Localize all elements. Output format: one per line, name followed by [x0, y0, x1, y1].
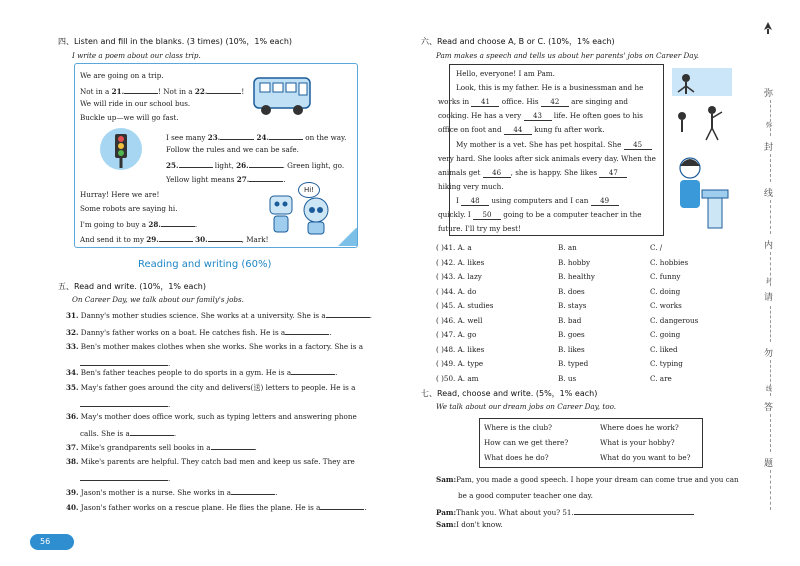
- option-c[interactable]: C. hobbies: [650, 257, 689, 267]
- answer-slot[interactable]: 42: [541, 98, 569, 107]
- section-4-subtitle: I write a poem about our class trip.: [72, 51, 201, 60]
- passage-line: [438, 111, 643, 121]
- seal-char-small: 弥: [766, 122, 773, 129]
- period: .: [369, 311, 372, 320]
- poem-text: Some robots are saying hi.: [80, 204, 178, 213]
- answer-blank[interactable]: [326, 309, 370, 318]
- seal-dashed-line: [770, 252, 771, 286]
- question-number: 40.: [66, 503, 79, 512]
- answer-blank[interactable]: [80, 398, 171, 409]
- seal-dashed-line: [770, 306, 771, 342]
- question-number: 39.: [66, 488, 79, 497]
- question-text: Danny's father works on a boat. He catches fish. He is a: [78, 328, 286, 337]
- option-b[interactable]: B. an: [558, 243, 577, 252]
- passage-text: works in: [438, 97, 472, 107]
- poem-line: [80, 113, 179, 122]
- blank-number: 22.: [194, 87, 208, 96]
- answer-slot[interactable]: 49: [591, 197, 619, 206]
- poem-text: Follow the rules and we can be safe.: [166, 145, 299, 154]
- period: .: [329, 328, 332, 337]
- blank-number: 30.: [195, 235, 208, 244]
- passage-text: going to be a computer teacher in the: [501, 210, 642, 219]
- passage-text: kung fu after work.: [531, 125, 605, 135]
- seal-dashed-line: [770, 100, 771, 136]
- option-a[interactable]: ( )47. A. go: [436, 330, 477, 339]
- poem-text: And send it to my: [80, 235, 147, 244]
- passage-line: [456, 69, 555, 78]
- passage-text: Hello, everyone! I am Pam.: [456, 69, 555, 78]
- blank-number: 24.: [256, 133, 270, 142]
- answer-blank[interactable]: [574, 506, 694, 515]
- option-c[interactable]: C. works: [650, 301, 682, 310]
- passage-line: [438, 168, 627, 178]
- speaker: Pam:: [436, 508, 457, 517]
- page-number: 56: [40, 537, 51, 546]
- fill-blank[interactable]: [208, 233, 242, 242]
- passage-text: animals get: [438, 167, 483, 177]
- poem-text: , Mark!: [241, 235, 269, 244]
- passage-text: life. He often goes to his: [551, 111, 643, 121]
- poem-line: [166, 159, 344, 170]
- reading-writing-title: Reading and writing (60%): [138, 259, 272, 270]
- question-number: 34.: [66, 368, 79, 377]
- question-text: Mike's grandparents sell books in a: [78, 443, 211, 452]
- passage-text: office on foot and: [438, 125, 504, 135]
- poem-text: I see many: [166, 133, 208, 142]
- option-c[interactable]: C. /: [650, 243, 663, 252]
- answer-slot[interactable]: 44: [504, 126, 532, 135]
- poem-text: Buckle up—we will go fast.: [80, 113, 179, 122]
- pam-speech-illustration: [668, 150, 738, 232]
- passage-text: cooking. He has a very: [438, 111, 524, 121]
- answer-blank[interactable]: [80, 472, 171, 483]
- option-b[interactable]: B. likes: [558, 344, 585, 354]
- poem-line: [80, 190, 159, 199]
- question-text: Ben's mother makes clothes when she works. She works in a factory. She is a: [78, 342, 364, 351]
- passage-line: [438, 182, 504, 191]
- question-text: Jason's father works on a rescue plane. He flies the plane. He is a: [78, 503, 321, 512]
- question-continuation: [80, 398, 170, 409]
- blank-number: 29.: [146, 235, 159, 244]
- question-40: [66, 501, 367, 512]
- blank-number: 23.: [207, 133, 221, 142]
- section-5-subtitle: On Career Day, we talk about our family's jobs.: [72, 295, 244, 304]
- poem-text: .: [283, 175, 286, 184]
- poem-text: ! Not in a: [158, 87, 195, 96]
- option-b[interactable]: B. stays: [558, 301, 587, 310]
- dialog-text: Pam, you made a good speech. I hope your dream can come true and you can: [456, 475, 739, 484]
- section-6-subtitle: Pam makes a speech and tells us about her parents' jobs on Career Day.: [436, 51, 699, 60]
- passage-line: [438, 154, 656, 163]
- seal-char-small: 线: [766, 386, 773, 393]
- fill-blank[interactable]: [269, 131, 303, 140]
- poem-line: [166, 131, 346, 142]
- passage-text: using computers and I can: [489, 195, 591, 205]
- option-a[interactable]: ( )50. A. am: [436, 373, 479, 383]
- section-7-title: 七、Read, choose and write. (5%，1% each): [421, 389, 598, 398]
- fill-blank[interactable]: [207, 85, 241, 94]
- poem-text: light,: [212, 161, 237, 170]
- question-text: Ben's father teaches people to do sports in a gym. He is a: [78, 368, 292, 377]
- option-c[interactable]: C. typing: [650, 359, 683, 368]
- section-6-title: 六、Read and choose A, B or C. (10%，1% each): [421, 37, 615, 46]
- passage-text: , she is happy. She likes: [510, 167, 600, 177]
- period: .: [168, 359, 171, 368]
- poem-line: [80, 233, 269, 244]
- choice-sentence[interactable]: Where does he work?: [600, 423, 679, 432]
- poem-text: !: [241, 87, 245, 96]
- traffic-light-illustration: [98, 126, 144, 172]
- question-text: Jason's mother is a nurse. She works in a: [78, 488, 232, 497]
- period: .: [173, 429, 177, 438]
- blank-number: 21.: [111, 87, 125, 96]
- option-c[interactable]: C. doing: [650, 286, 681, 296]
- blank-number: 27.: [236, 175, 250, 184]
- poem-line: [80, 204, 177, 213]
- question-number: 38.: [66, 457, 79, 466]
- seal-dashed-line: [770, 470, 771, 510]
- question-number: 36.: [66, 412, 79, 421]
- passage-text: quickly. I: [438, 210, 474, 219]
- poem-text: We are going on a trip.: [80, 71, 164, 80]
- option-b[interactable]: B. typed: [558, 359, 589, 368]
- question-number: 35.: [66, 383, 79, 392]
- poem-text: Not in a: [80, 87, 112, 96]
- passage-text: office. His: [499, 97, 541, 107]
- poem-line: [80, 71, 164, 80]
- poem-text: . Green light, go.: [282, 161, 345, 170]
- passage-line: [456, 196, 619, 206]
- option-b[interactable]: B. us: [558, 373, 577, 383]
- answer-blank[interactable]: [320, 501, 367, 512]
- answer-slot[interactable]: 41: [471, 98, 499, 107]
- period: .: [335, 368, 338, 377]
- period: .: [364, 503, 367, 512]
- page-number-badge: [30, 534, 74, 550]
- poem-text: .: [194, 220, 198, 229]
- dialog-text: be a good computer teacher one day.: [458, 491, 593, 500]
- dialog-text: Thank you. What about you? 51.: [456, 508, 574, 517]
- fill-blank[interactable]: [220, 131, 254, 140]
- option-a[interactable]: ( )42. A. likes: [436, 257, 485, 267]
- passage-text: I: [456, 195, 462, 205]
- choice-sentence[interactable]: What does he do?: [484, 453, 549, 462]
- question-35: [66, 383, 355, 393]
- school-bus-illustration: [248, 70, 318, 122]
- poem-line: [80, 99, 190, 108]
- poem-text: I'm going to buy a: [80, 220, 149, 229]
- fill-blank[interactable]: [124, 85, 158, 94]
- answer-blank[interactable]: [291, 366, 338, 377]
- dialog-line: [436, 520, 503, 529]
- seal-char: 答: [764, 403, 774, 413]
- speaker: Sam:: [436, 475, 457, 484]
- option-c[interactable]: C. liked: [650, 344, 678, 354]
- option-c[interactable]: C. dangerous: [650, 315, 699, 325]
- section-4-title: 四、Listen and fill in the blanks. (3 times) (10%，1% each): [58, 37, 293, 46]
- seal-char: 请: [764, 293, 774, 303]
- question-text: calls. She is a: [80, 429, 130, 438]
- question-text: Danny's mother studies science. She works at a university. She is a: [78, 311, 326, 320]
- passage-line: [456, 83, 643, 92]
- question-continuation: [80, 472, 170, 483]
- passage-text: Look, this is my father. He is a businessman and he: [456, 83, 644, 93]
- option-b[interactable]: B. goes: [558, 330, 585, 339]
- answer-blank[interactable]: [80, 357, 171, 368]
- option-a[interactable]: ( )49. A. type: [436, 359, 484, 368]
- question-39: [66, 486, 277, 497]
- period: .: [254, 443, 257, 452]
- passage-line: [438, 125, 605, 135]
- choice-sentence[interactable]: What is your hobby?: [600, 438, 675, 447]
- option-a[interactable]: ( )46. A. well: [436, 315, 483, 325]
- question-number: 31.: [66, 311, 79, 320]
- choice-sentence[interactable]: Where is the club?: [484, 423, 552, 432]
- question-36: [66, 412, 357, 421]
- question-33: [66, 342, 363, 351]
- option-c[interactable]: C. are: [650, 373, 672, 383]
- poem-box-folded-corner: [337, 228, 357, 246]
- poem-text: We will ride in our school bus.: [80, 99, 191, 108]
- answer-slot[interactable]: 48: [461, 197, 489, 206]
- answer-slot[interactable]: 46: [483, 169, 511, 178]
- seal-dashed-line: [770, 154, 771, 182]
- parents-jobs-illustration: [668, 66, 736, 144]
- seal-char-small: 封: [766, 278, 773, 285]
- answer-blank[interactable]: [231, 486, 278, 497]
- question-number: 33.: [66, 342, 79, 351]
- seal-char: 勿: [764, 349, 774, 359]
- blank-number: 28.: [148, 220, 161, 229]
- rocket-icon: [762, 20, 774, 34]
- answer-slot[interactable]: 45: [624, 141, 652, 150]
- poem-text: Yellow light means: [166, 175, 237, 184]
- fill-blank[interactable]: [179, 159, 213, 168]
- poem-text: Hurray! Here we are!: [80, 190, 160, 199]
- passage-text: are singing and: [568, 97, 628, 107]
- passage-text: future. I'll try my best!: [438, 224, 521, 234]
- dialog-line: [436, 475, 739, 484]
- robot-speech-bubble: Hi!: [298, 182, 320, 198]
- option-b[interactable]: B. bad: [558, 315, 582, 325]
- answer-blank[interactable]: [211, 441, 255, 450]
- blank-number: 25.: [166, 161, 179, 170]
- seal-char: 线: [764, 189, 774, 199]
- answer-slot[interactable]: 43: [524, 112, 552, 121]
- answer-slot[interactable]: 47: [599, 169, 627, 178]
- option-b[interactable]: B. hobby: [558, 257, 591, 267]
- seal-char: 封: [764, 143, 774, 153]
- option-a[interactable]: ( )44. A. do: [436, 286, 477, 296]
- seal-dashed-line: [770, 200, 771, 234]
- seal-dashed-line: [770, 360, 771, 396]
- passage-text: very hard. She looks after sick animals every day. When the: [438, 153, 656, 163]
- seal-char: 内: [764, 241, 774, 251]
- passage-text: hiking very much.: [438, 181, 504, 191]
- passage-line: [438, 97, 628, 107]
- passage-text: My mother is a vet. She has pet hospital. She: [456, 139, 624, 149]
- fill-blank[interactable]: [159, 233, 193, 242]
- fill-blank[interactable]: [249, 159, 283, 168]
- seal-char: 题: [764, 459, 774, 469]
- dialog-line: [436, 506, 694, 517]
- option-c[interactable]: C. going: [650, 330, 681, 339]
- seal-dashed-line: [770, 414, 771, 452]
- question-number: 32.: [66, 328, 79, 337]
- answer-blank[interactable]: [130, 427, 177, 438]
- answer-slot[interactable]: 50: [473, 211, 501, 220]
- fill-blank[interactable]: [161, 218, 198, 229]
- poem-line: [80, 218, 197, 229]
- speaker: Sam:: [436, 520, 457, 529]
- option-a[interactable]: ( )41. A. a: [436, 243, 472, 252]
- choice-sentence[interactable]: How can we get there?: [484, 438, 569, 447]
- option-c[interactable]: C. funny: [650, 272, 681, 281]
- option-b[interactable]: B. does: [558, 286, 585, 296]
- option-b[interactable]: B. healthy: [558, 272, 595, 281]
- passage-line: [438, 210, 642, 220]
- seal-char: 弥: [764, 89, 774, 99]
- poem-line: [166, 145, 299, 154]
- question-text: May's mother does office work, such as typing letters and answering phone: [78, 412, 357, 421]
- question-37: [66, 441, 257, 452]
- poem-text: on the way.: [303, 133, 347, 142]
- seal-line-sidebar: [752, 0, 800, 566]
- section-5-title: 五、Read and write. (10%，1% each): [58, 282, 206, 291]
- section-7-subtitle: We talk about our dream jobs on Career Day, too.: [436, 402, 617, 411]
- question-text: May's father goes around the city and delivers(送) letters to people. He is a: [78, 383, 356, 392]
- dialog-text: I don't know.: [456, 520, 503, 529]
- question-34: [66, 366, 337, 377]
- poem-line: [80, 85, 244, 96]
- question-continuation: [80, 427, 176, 438]
- dialog-line: [458, 491, 593, 500]
- option-a[interactable]: ( )48. A. likes: [436, 344, 485, 354]
- option-a[interactable]: ( )45. A. studies: [436, 301, 494, 310]
- question-32: [66, 326, 332, 337]
- option-a[interactable]: ( )43. A. lazy: [436, 272, 482, 281]
- choice-sentence[interactable]: What do you want to be?: [600, 453, 691, 462]
- question-text: Mike's parents are helpful. They catch bad men and keep us safe. They are: [78, 457, 355, 466]
- question-number: 37.: [66, 443, 79, 452]
- period: .: [275, 488, 278, 497]
- blank-number: 26.: [236, 161, 249, 170]
- passage-line: [438, 224, 521, 233]
- period: .: [168, 474, 171, 483]
- passage-line: [456, 140, 652, 150]
- answer-blank[interactable]: [285, 326, 332, 337]
- question-38: [66, 457, 355, 466]
- period: .: [168, 400, 171, 409]
- question-31: [66, 309, 372, 320]
